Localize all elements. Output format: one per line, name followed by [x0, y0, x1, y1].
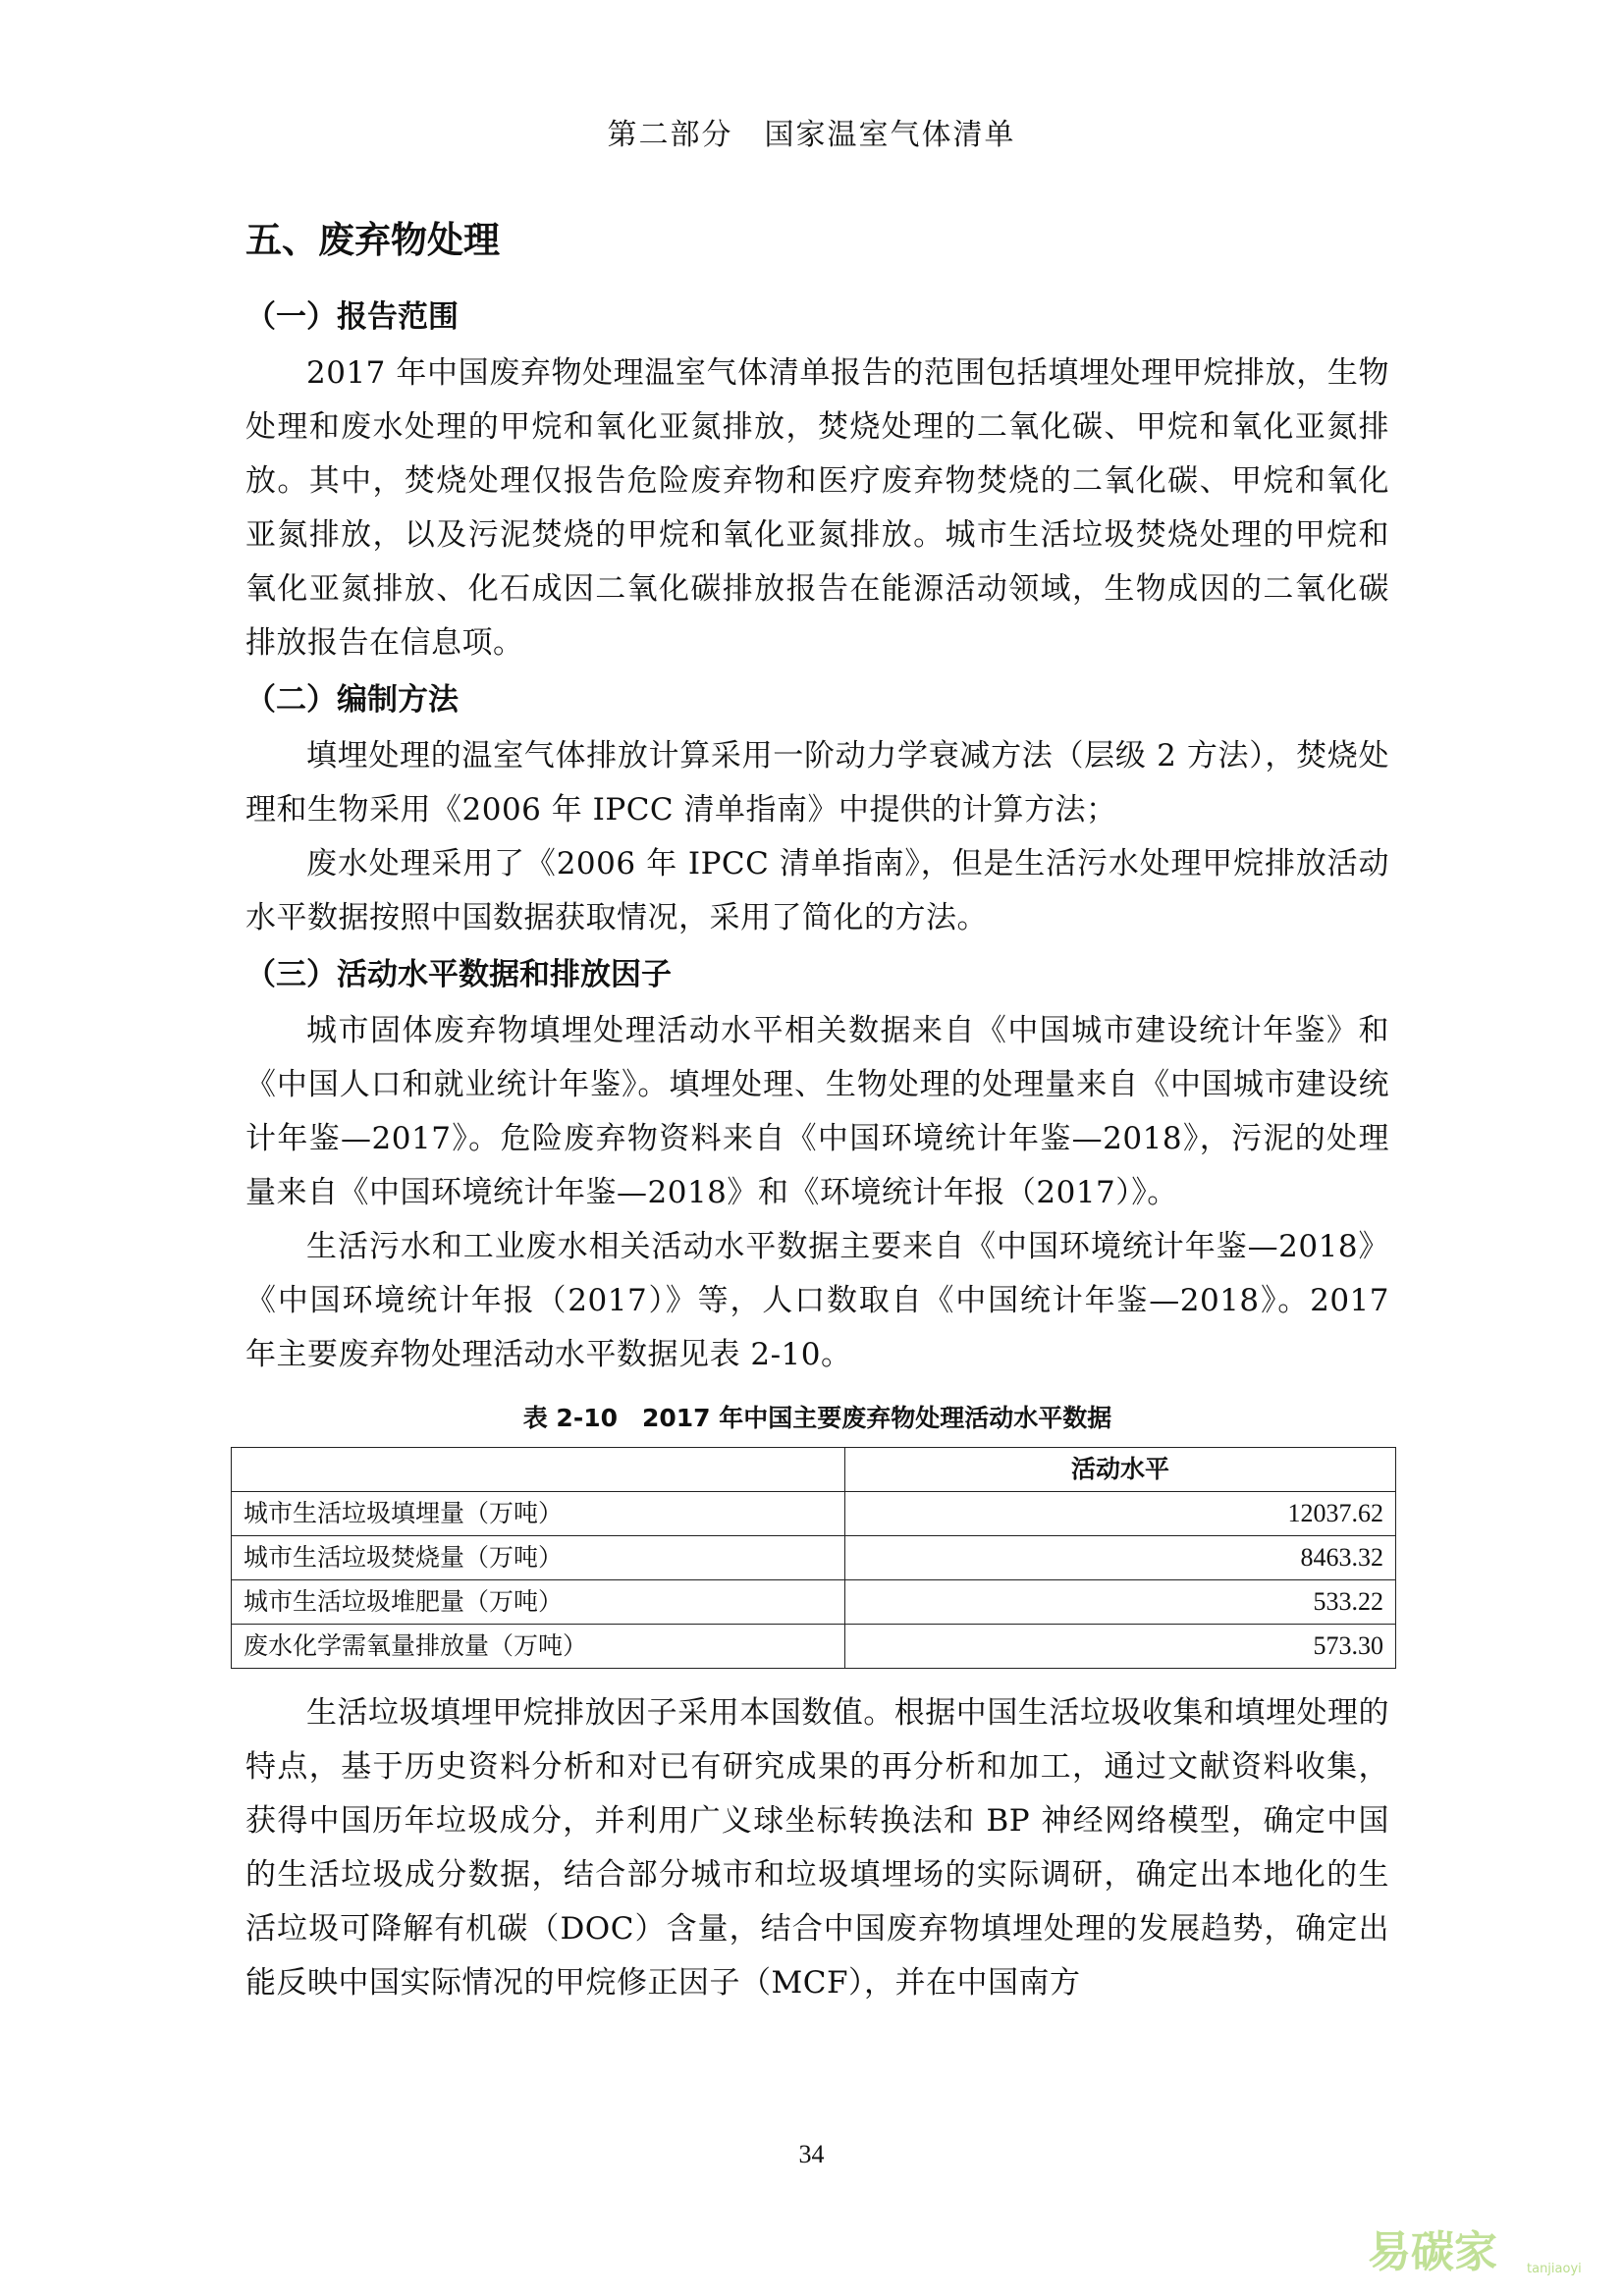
page-content: [245, 211, 1389, 2010]
row-label: 城市生活垃圾堆肥量（万吨）: [232, 1580, 845, 1625]
row-label: 废水化学需氧量排放量（万吨）: [232, 1625, 845, 1669]
table-row: [232, 1625, 1396, 1669]
running-header: 第二部分 国家温室气体清单: [607, 118, 1016, 152]
row-label: 城市生活垃圾焚烧量（万吨）: [232, 1536, 845, 1580]
paragraph: 城市固体废弃物填埋处理活动水平相关数据来自《中国城市建设统计年鉴》和《中国人口和就业统计年鉴》。填埋处理、生物处理的处理量来自《中国城市建设统计年鉴—2017》。危险废弃物资料来自《中国环境统计年鉴—2018》，污泥的处理量来自《中国环境统计年鉴—2018》和《环境统计年报（2017）》。: [245, 1013, 1389, 1210]
table-row: [232, 1492, 1396, 1536]
paragraph: 填埋处理的温室气体排放计算采用一阶动力学衰减方法（层级 2 方法），焚烧处理和生物采用《2006 年 IPCC 清单指南》中提供的计算方法；: [245, 738, 1389, 828]
table-header-cell: 活动水平: [845, 1448, 1396, 1492]
row-value: 533.22: [845, 1580, 1396, 1625]
row-value: 8463.32: [845, 1536, 1396, 1580]
table-row: [232, 1536, 1396, 1580]
watermark-text: 易碳家: [1368, 2227, 1497, 2277]
paragraph: 废水处理采用了《2006 年 IPCC 清单指南》，但是生活污水处理甲烷排放活动水平数据按照中国数据获取情况，采用了简化的方法。: [245, 846, 1389, 935]
paragraph: 生活污水和工业废水相关活动水平数据主要来自《中国环境统计年鉴—2018》《中国环境统计年报（2017）》等，人口数取自《中国统计年鉴—2018》。2017 年主要废弃物处理活动水平数据见表 2-10。: [245, 1229, 1389, 1372]
table-row: [232, 1580, 1396, 1625]
table-header-cell: [232, 1448, 845, 1492]
paragraph: 生活垃圾填埋甲烷排放因子采用本国数值。根据中国生活垃圾收集和填埋处理的特点，基于历史资料分析和对已有研究成果的再分析和加工，通过文献资料收集，获得中国历年垃圾成分，并利用广义球坐标转换法和 BP 神经网络模型，确定中国的生活垃圾成分数据，结合部分城市和垃圾填埋场的实际调研，确定出本地化的生活垃圾可降解有机碳（DOC）含量，结合中国废弃物填埋处理的发展趋势，确定出能反映中国实际情况的甲烷修正因子（MCF），并在中国南方: [245, 1695, 1389, 2001]
table-header-row: [232, 1448, 1396, 1492]
page-number: 34: [798, 2140, 825, 2168]
activity-data-table: [231, 1447, 1396, 1669]
row-label: 城市生活垃圾填埋量（万吨）: [232, 1492, 845, 1536]
subsection-heading: （三）活动水平数据和排放因子: [245, 957, 672, 992]
watermark-subtext: tanjiaoyi: [1527, 2262, 1582, 2276]
paragraph: 2017 年中国废弃物处理温室气体清单报告的范围包括填埋处理甲烷排放，生物处理和废水处理的甲烷和氧化亚氮排放，焚烧处理的二氧化碳、甲烷和氧化亚氮排放。其中，焚烧处理仅报告危险废弃物和医疗废弃物焚烧的二氧化碳、甲烷和氧化亚氮排放，以及污泥焚烧的甲烷和氧化亚氮排放。城市生活垃圾焚烧处理的甲烷和氧化亚氮排放、化石成因二氧化碳排放报告在能源活动领域，生物成因的二氧化碳排放报告在信息项。: [245, 355, 1389, 661]
table-caption: 表 2-10 2017 年中国主要废弃物处理活动水平数据: [522, 1404, 1112, 1432]
subsection-heading: （二）编制方法: [245, 682, 459, 718]
row-value: 12037.62: [845, 1492, 1396, 1536]
row-value: 573.30: [845, 1625, 1396, 1669]
watermark-logo: [1368, 2216, 1603, 2284]
section-title: 五、废弃物处理: [245, 219, 500, 261]
subsection-heading: （一）报告范围: [245, 299, 459, 335]
